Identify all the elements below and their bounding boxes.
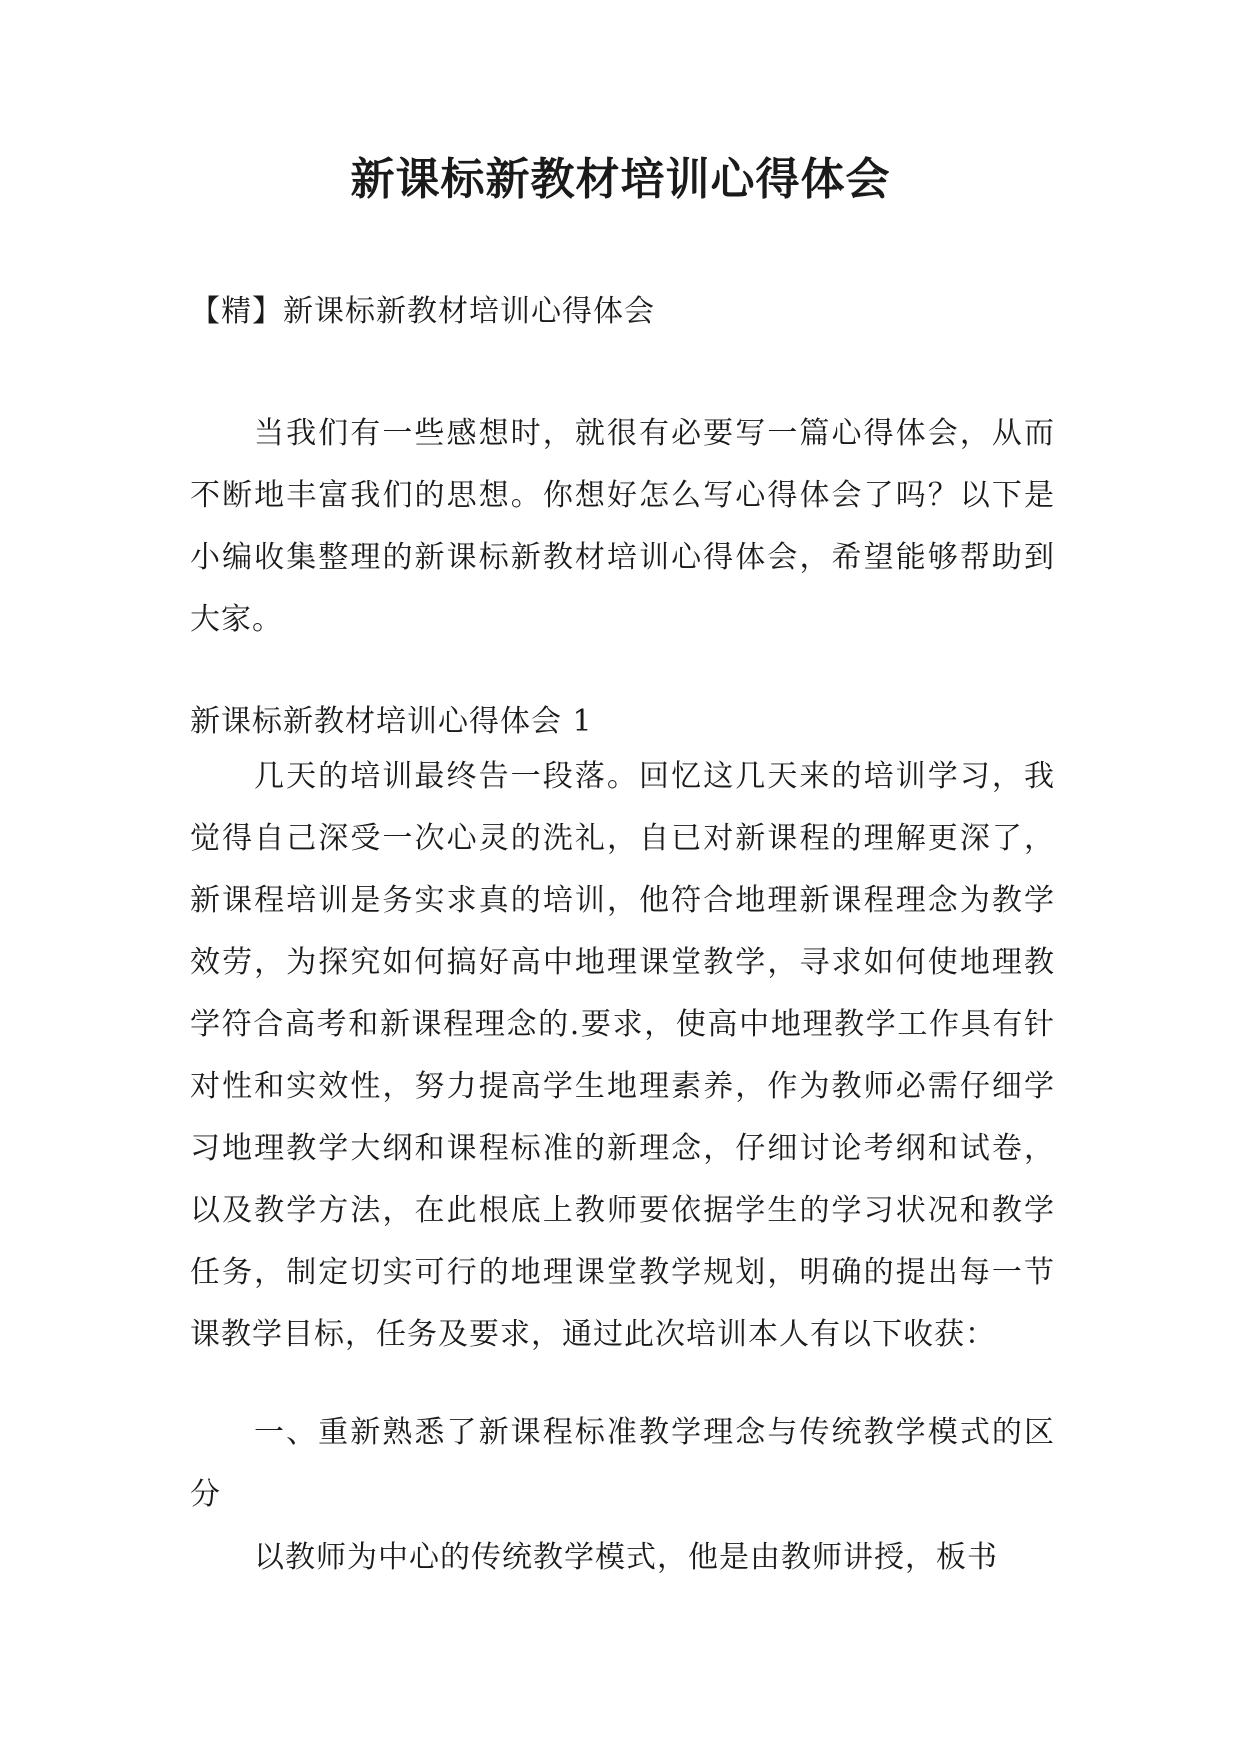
document-title: 新课标新教材培训心得体会: [350, 154, 891, 205]
point-heading-1: 一、重新熟悉了新课程标准教学理念与传统教学模式的区分: [190, 1415, 1055, 1512]
intro-paragraph: 当我们有一些感想时，就很有必要写一篇心得体会，从而不断地丰富我们的思想。你想好怎么写心得体会了吗？以下是小编收集整理的新课标新教材培训心得体会，希望能够帮助到大家。: [190, 416, 1055, 637]
document-subtitle: 【精】新课标新教材培训心得体会: [190, 294, 655, 329]
body-paragraph-1: 几天的培训最终告一段落。回忆这几天来的培训学习，我觉得自己深受一次心灵的洗礼，自已对新课程的理解更深了，新课程培训是务实求真的培训，他符合地理新课程理念为教学效劳，为探究如何搞好高中地理课堂教学，寻求如何使地理教学符合高考和新课程理念的.要求，使高中地理教学工作具有针对性和实效性，努力提高学生地理素养，作为教师必需仔细学习地理教学大纲和课程标准的新理念，仔细讨论考纲和试卷，以及教学方法，在此根底上教师要依据学生的学习状况和教学任务，制定切实可行的地理课堂教学规划，明确的提出每一节课教学目标，任务及要求，通过此次培训本人有以下收获：: [190, 759, 1055, 1352]
section-heading: 新课标新教材培训心得体会 1: [190, 704, 593, 739]
body-paragraph-2: 以教师为中心的传统教学模式，他是由教师讲授，板书: [254, 1540, 998, 1575]
